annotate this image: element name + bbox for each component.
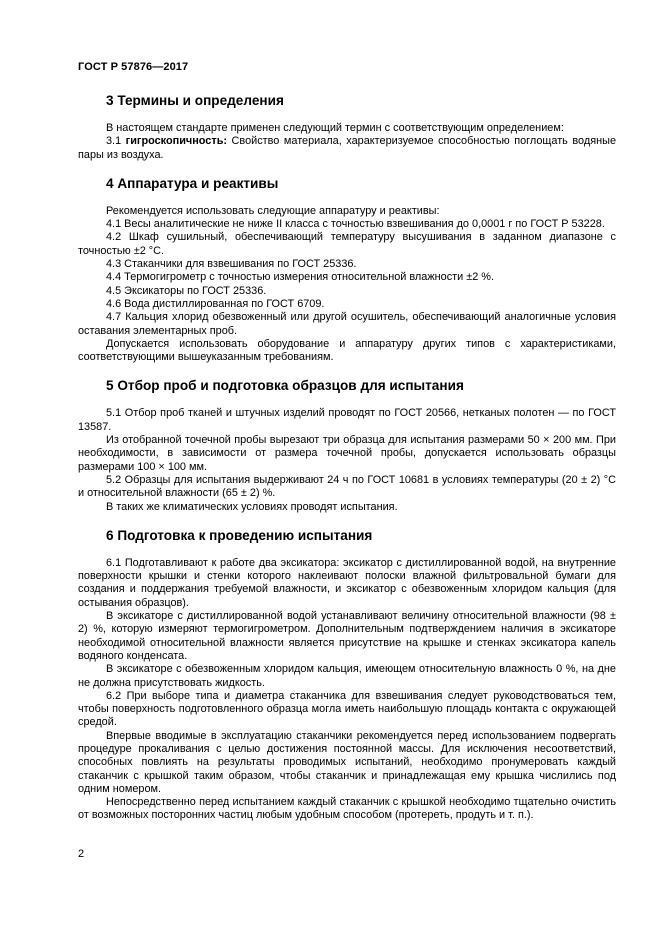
paragraph: В настоящем стандарте применен следующий термин с соответствующим определением: xyxy=(106,122,564,134)
paragraph: 4.5 Эксикаторы по ГОСТ 25336. xyxy=(106,284,267,297)
paragraph: 4.1 Весы аналитические не ниже II класса с точностью взвешивания до 0,0001 г по ГОСТ Р 53228. xyxy=(106,218,605,231)
term-name: гигроскопичность: xyxy=(125,135,228,148)
section-content xyxy=(78,205,616,365)
paragraph: 4.7 Кальция хлорид обезвоженный или другой осушитель, обеспечивающий аналогичные условия оставания элементарных проб. xyxy=(78,311,616,337)
section-title: 3 Термины и определения xyxy=(106,93,284,108)
section-apparatus xyxy=(78,175,616,365)
paragraph: 6.2 При выборе типа и диаметра стаканчика для взвешивания следует руководствоваться тем, чтобы поверхность подготовленного образца могла иметь наибольшую площадь контакта с окружающей средой. xyxy=(78,689,616,729)
section-content xyxy=(78,407,616,513)
page-number: 2 xyxy=(78,848,85,860)
document-number: ГОСТ Р 57876—2017 xyxy=(78,61,189,73)
section-sampling xyxy=(78,377,616,513)
paragraph: Из отобранной точечной пробы вырезают три образца для испытания размерами 50 × 200 мм. При необходимости, в зависимости от размера точечной пробы, допускается использовать образцы размерами 100 × 100 мм. xyxy=(78,434,616,473)
paragraph: 4.3 Стаканчики для взвешивания по ГОСТ 25336. xyxy=(106,258,357,271)
term-definition xyxy=(78,135,616,162)
section-title: 4 Аппаратура и реактивы xyxy=(106,175,279,191)
paragraph: 4.6 Вода дистиллированная по ГОСТ 6709. xyxy=(106,297,325,310)
section-terms xyxy=(78,92,616,162)
term-text: Свойство материала, характеризуемое способностью поглощать водяные пары из воздуха. xyxy=(78,135,617,161)
paragraph: 4.4 Термогигрометр с точностью измерения относительной влажности ±2 %. xyxy=(106,271,495,284)
paragraph: В таких же климатических условиях проводят испытания. xyxy=(106,500,398,513)
section-content xyxy=(78,122,616,162)
paragraph: 4.2 Шкаф сушильный, обеспечивающий температуру высушивания в заданном диапазоне с точностью ±2 °С. xyxy=(78,231,616,257)
paragraph: Непосредственно перед испытанием каждый стаканчик с крышкой необходимо тщательно очистить от возможных посторонних частиц любым удобным способом (протереть, продуть и т. п.). xyxy=(78,796,616,822)
paragraph: Впервые вводимые в эксплуатацию стаканчики рекомендуется перед использованием подвергать процедуре прокаливания с целью достижения постоянной массы. Для исключения несоответствий, способных повлиять на результаты проводимых испытаний, необходимо пронумеровать каждый стаканчик с крышкой таким образом, чтобы стаканчик и принадлежащая ему крышка числились под одним номером. xyxy=(78,729,616,795)
section-content xyxy=(78,557,616,823)
section-title: 5 Отбор проб и подготовка образцов для испытания xyxy=(106,378,464,394)
paragraph: В эксикаторе с обезвоженным хлоридом кальция, имеющем относительную влажность 0 %, на дне не должна присутствовать жидкость. xyxy=(78,663,616,689)
section-title: 6 Подготовка к проведению испытания xyxy=(106,527,373,543)
document-body xyxy=(78,92,616,836)
term-number: 3.1 xyxy=(106,135,122,148)
paragraph: В эксикаторе с дистиллированной водой устанавливают величину относительной влажности (98 ± 2) %, которую измеряют термогигрометром. Дополнительным подтверждением наличия в эксикаторе необходимой относительной влажности является присутствие на крышке и стенках эксикатора капель водяного конденсата. xyxy=(78,610,616,662)
paragraph: 5.1 Отбор проб тканей и штучных изделий проводят по ГОСТ 20566, нетканых полотен — по ГОСТ 13587. xyxy=(78,407,616,433)
paragraph: 6.1 Подготавливают к работе два эксикатора: эксикатор с дистиллированной водой, на внутренние поверхности крышки и стенки которого наклеивают полоски влажной фильтровальной бумаги для создания и поддержания требуемой влажности, и эксикатор с обезвоженным хлоридом кальция (для остывания образцов). xyxy=(78,556,616,609)
section-preparation xyxy=(78,527,616,823)
paragraph: 5.2 Образцы для испытания выдерживают 24 ч по ГОСТ 10681 в условиях температуры (20 ± 2) °С и относительной влажности (65 ± 2) %. xyxy=(78,473,616,500)
paragraph: Рекомендуется использовать следующие аппаратуру и реактивы: xyxy=(106,204,440,217)
paragraph: Допускается использовать оборудование и аппаратуру других типов с характеристиками, соответствующими вышеуказанным требованиям. xyxy=(78,337,616,364)
